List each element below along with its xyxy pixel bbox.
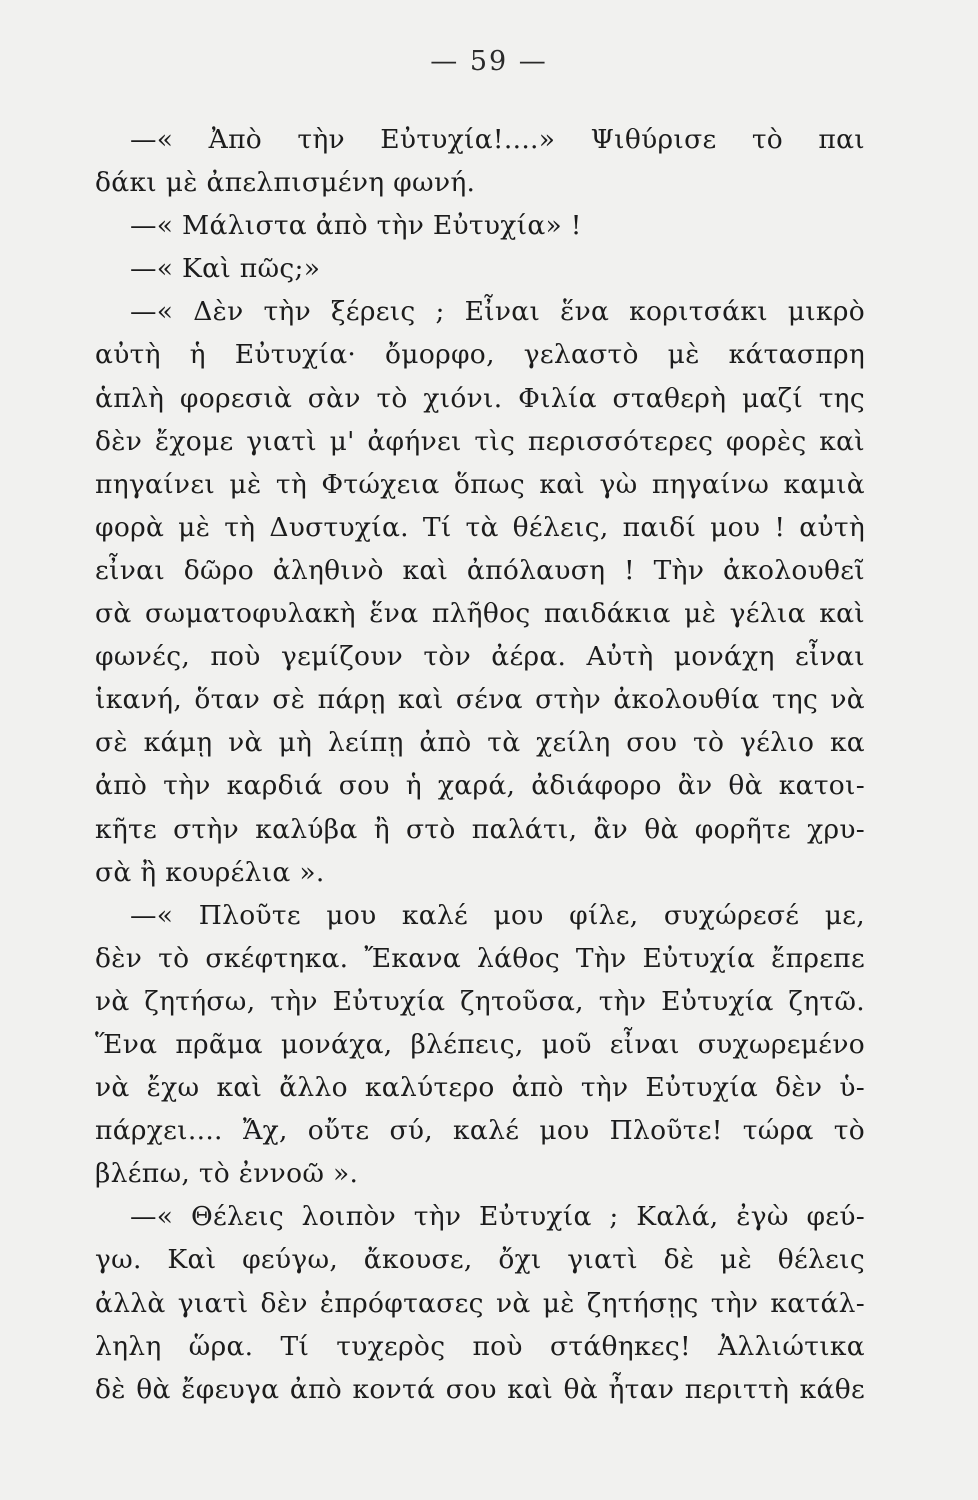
- text-line: δὲ θὰ ἔφευγα ἀπὸ κοντά σου καὶ θὰ ἦταν περιττὴ κάθε: [95, 1373, 865, 1405]
- text-line: —« Θέλεις λοιπὸν τὴν Εὐτυχία ; Καλά, ἐγὼ φεύ-: [130, 1201, 865, 1233]
- text-line: ἀλλὰ γιατὶ δὲν ἐπρόφτασες νὰ μὲ ζητήσῃς τὴν κατάλ-: [95, 1287, 865, 1319]
- text-line: —« Πλοῦτε μου καλέ μου φίλε, συχώρεσέ με,: [130, 899, 865, 931]
- text-line: —« Καὶ πῶς;»: [130, 253, 321, 285]
- text-line: φορὰ μὲ τὴ Δυστυχία. Τί τὰ θέλεις, παιδί μου ! αὐτὴ: [95, 511, 865, 543]
- text-line: κῆτε στὴν καλύβα ἢ στὸ παλάτι, ἂν θὰ φορῆτε χρυ-: [95, 813, 865, 845]
- text-line: σὰ σωματοφυλακὴ ἕνα πλῆθος παιδάκια μὲ γέλια καὶ: [95, 598, 865, 630]
- text-line: πάρχει.... Ἄχ, οὔτε σύ, καλέ μου Πλοῦτε! τώρα τὸ: [95, 1115, 865, 1147]
- text-line: νὰ ζητήσω, τὴν Εὐτυχία ζητοῦσα, τὴν Εὐτυχία ζητῶ.: [95, 985, 865, 1017]
- text-line: ἀπὸ τὴν καρδιά σου ἡ χαρά, ἀδιάφορο ἂν θὰ κατοι-: [95, 770, 865, 802]
- text-line: φωνές, ποὺ γεμίζουν τὸν ἀέρα. Αὐτὴ μονάχη εἶναι: [95, 641, 865, 673]
- text-line: γω. Καὶ φεύγω, ἄκουσε, ὄχι γιατὶ δὲ μὲ θέλεις: [95, 1244, 865, 1276]
- text-line: πηγαίνει μὲ τὴ Φτώχεια ὅπως καὶ γὼ πηγαίνω καμιὰ: [95, 468, 865, 500]
- text-line: Ἕνα πρᾶμα μονάχα, βλέπεις, μοῦ εἶναι συχωρεμένο: [95, 1028, 865, 1060]
- text-line: —« Μάλιστα ἀπὸ τὴν Εὐτυχία» !: [130, 210, 582, 242]
- text-line: ληλη ὥρα. Τί τυχερὸς ποὺ στάθηκες! Ἀλλιώτικα: [95, 1330, 865, 1362]
- text-line: δάκι μὲ ἀπελπισμένη φωνή.: [95, 167, 476, 199]
- text-line: δὲν ἔχομε γιατὶ μ' ἀφήνει τὶς περισσότερες φορὲς καὶ: [95, 425, 865, 457]
- text-line: ἱκανή, ὅταν σὲ πάρῃ καὶ σένα στὴν ἀκολουθία της νὰ: [95, 684, 865, 716]
- page-number: — 59 —: [430, 46, 548, 77]
- text-line: βλέπω, τὸ ἐννοῶ ».: [95, 1158, 359, 1190]
- text-line: νὰ ἔχω καὶ ἄλλο καλύτερο ἀπὸ τὴν Εὐτυχία δὲν ὑ-: [95, 1072, 865, 1104]
- text-line: αὐτὴ ἡ Εὐτυχία· ὄμορφο, γελαστὸ μὲ κάτασπρη: [95, 339, 865, 371]
- text-line: δὲν τὸ σκέφτηκα. Ἔκανα λάθος Τὴν Εὐτυχία ἔπρεπε: [95, 942, 865, 974]
- text-line: εἶναι δῶρο ἀληθινὸ καὶ ἀπόλαυση ! Τὴν ἀκολουθεῖ: [95, 554, 865, 586]
- text-line: —« Δὲν τὴν ξέρεις ; Εἶναι ἕνα κοριτσάκι μικρὸ: [130, 296, 865, 328]
- text-line: ἁπλὴ φορεσιὰ σὰν τὸ χιόνι. Φιλία σταθερὴ μαζί της: [95, 382, 865, 414]
- text-line: σὰ ἢ κουρέλια ».: [95, 856, 325, 888]
- text-line: —« Ἀπὸ τὴν Εὐτυχία!....» Ψιθύρισε τὸ παι: [130, 124, 865, 155]
- body-text: [95, 118, 865, 1411]
- text-line: σὲ κάμῃ νὰ μὴ λείπῃ ἀπὸ τὰ χείλη σου τὸ γέλιο κα: [95, 727, 865, 759]
